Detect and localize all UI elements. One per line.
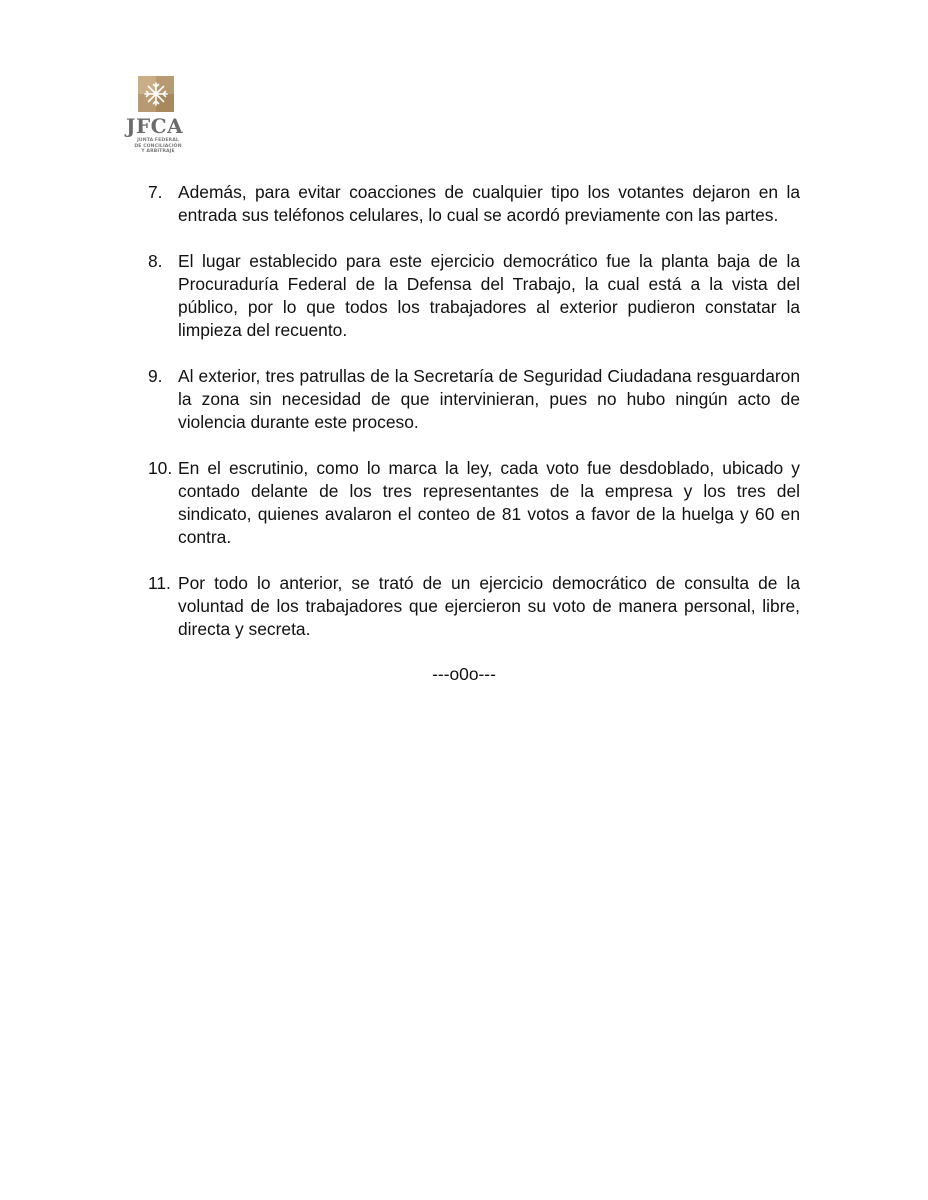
jfca-logo: [120, 72, 200, 164]
numbered-list: [148, 181, 800, 641]
logo-subtitle-line: JUNTA FEDERAL: [137, 138, 179, 143]
list-item: [148, 250, 800, 342]
list-item: [148, 365, 800, 434]
item-text: Además, para evitar coacciones de cualquier tipo los votantes dejaron en la entrada sus teléfonos celulares, lo cual se acordó previamente con las partes.: [178, 182, 800, 225]
item-text: Al exterior, tres patrullas de la Secretaría de Seguridad Ciudadana resguardaron la zona sin necesidad de que intervinieran, pues no hubo ningún acto de violencia durante este proceso.: [178, 366, 800, 432]
item-number: 8.: [148, 251, 163, 271]
logo-acronym: JFCA: [126, 114, 184, 138]
list-item: [148, 181, 800, 227]
logo-subtitle-line: DE CONCILIACIÓN: [134, 143, 182, 149]
item-number: 7.: [148, 182, 163, 202]
item-number: 9.: [148, 366, 163, 386]
item-text: Por todo lo anterior, se trató de un ejercicio democrático de consulta de la voluntad de los trabajadores que ejercieron su voto de manera personal, libre, directa y secreta.: [178, 573, 800, 639]
item-number: 11.: [148, 573, 171, 593]
list-item: [148, 572, 800, 641]
snowflake-emblem-icon: [138, 76, 174, 112]
logo-subtitle: [122, 138, 194, 155]
list-item: [148, 457, 800, 549]
logo-subtitle-line: Y ARBITRAJE: [141, 149, 175, 154]
end-mark: ---o0o---: [432, 664, 496, 684]
item-text: En el escrutinio, como lo marca la ley, cada voto fue desdoblado, ubicado y contado delante de los tres representantes de la empresa y los tres del sindicato, quienes avalaron el conteo de 81 votos a favor de la huelga y 60 en contra.: [178, 458, 800, 547]
item-text: El lugar establecido para este ejercicio democrático fue la planta baja de la Procuraduría Federal de la Defensa del Trabajo, la cual está a la vista del público, por lo que todos los trabajadores al exterior pudieron constatar la limpieza del recuento.: [178, 251, 800, 340]
item-number: 10.: [148, 458, 173, 478]
